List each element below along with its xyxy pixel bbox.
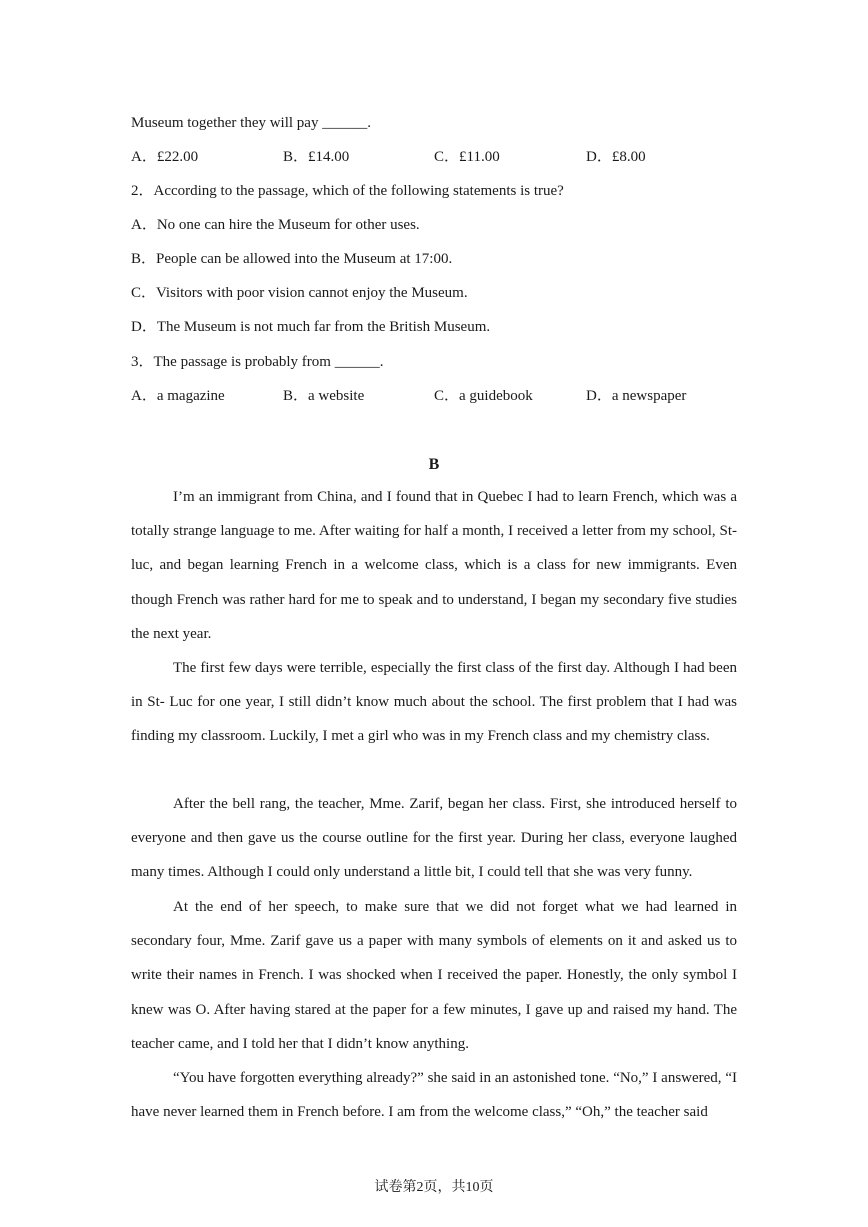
question-1-tail: Museum together they will pay ______. <box>131 115 371 131</box>
q2-option-a: A．No one can hire the Museum for other uses. <box>131 217 420 233</box>
q1-option-d: D．£8.00 <box>586 149 646 165</box>
section-heading: B <box>428 456 440 473</box>
passage-paragraph: At the end of her speech, to make sure that we did not forget what we had learned in secondary four, Mme. Zarif gave us a paper with many symbols of elements on it and asked us to write their names in French. I was shocked when I received the paper. Honestly, the only symbol I knew was O. After having stared at the paper for a few minutes, I gave up and raised my hand. The teacher came, and I told her that I didn’t know anything. <box>131 899 737 1052</box>
q2-option-c: C．Visitors with poor vision cannot enjoy the Museum. <box>131 285 468 301</box>
question-3-stem: 3．The passage is probably from ______. <box>131 354 384 370</box>
question-2-stem: 2．According to the passage, which of the following statements is true? <box>131 183 564 199</box>
page-footer: 试卷第2页，共10页 <box>374 1180 494 1195</box>
q3-option-b: B．a website <box>283 388 365 404</box>
q3-option-a: A．a magazine <box>131 388 225 404</box>
q2-option-d: D．The Museum is not much far from the British Museum. <box>131 319 491 335</box>
q1-option-c: C．£11.00 <box>434 149 500 165</box>
passage-paragraph: After the bell rang, the teacher, Mme. Zarif, began her class. First, she introduced herself to everyone and then gave us the course outline for the first year. During her class, everyone laughed many times. Although I could only understand a little bit, I could tell that she was very funny. <box>131 796 737 881</box>
passage-paragraph: The first few days were terrible, especially the first class of the first day. Although I had been in St- Luc for one year, I still didn’t know much about the school. The first problem that I had was finding my classroom. Luckily, I met a girl who was in my French class and my chemistry class. <box>131 660 737 745</box>
q3-option-d: D．a newspaper <box>586 388 687 404</box>
q2-option-b: B．People can be allowed into the Museum at 17:00. <box>131 251 453 267</box>
q3-option-c: C．a guidebook <box>434 388 533 404</box>
q1-option-a: A．£22.00 <box>131 149 199 165</box>
q1-option-b: B．£14.00 <box>283 149 350 165</box>
passage-paragraph: I’m an immigrant from China, and I found that in Quebec I had to learn French, which was a totally strange language to me. After waiting for half a month, I received a letter from my school, St-luc, and began learning French in a welcome class, which is a class for new immigrants. Even though French was rather hard for me to speak and to understand, I began my secondary five studies the next year. <box>131 489 737 642</box>
passage-paragraph: “You have forgotten everything already?” she said in an astonished tone. “No,” I answered, “I have never learned them in French before. I am from the welcome class,” “Oh,” the teacher said <box>131 1070 737 1121</box>
